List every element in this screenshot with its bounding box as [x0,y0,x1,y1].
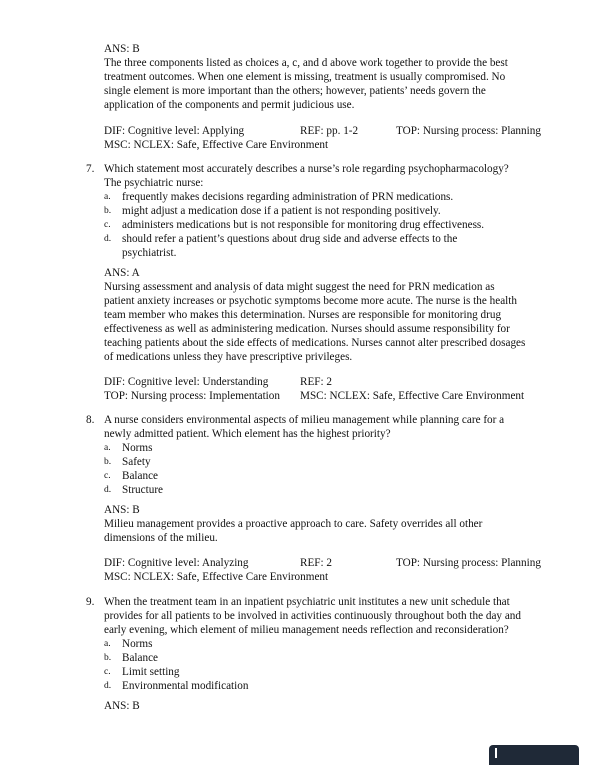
question-metadata [104,556,564,584]
option-text: Environmental modification [122,680,249,692]
option-d [104,232,564,246]
option-text: Balance [122,470,159,482]
question-body [104,595,564,693]
rationale-line: dimensions of the milieu. [104,532,218,544]
option-text: should refer a patient’s questions about drug side and adverse effects to the [122,233,458,245]
option-letter: c. [104,471,111,481]
option-letter: b. [104,206,112,216]
option-a [104,190,564,204]
option-letter: a. [104,192,111,202]
question-stem-line: provides for all patients to be involved in activities continuously throughout both the day and [104,610,521,622]
question-metadata [104,375,564,403]
option-b [104,204,564,218]
rationale [104,56,556,112]
reference-label: REF: pp. 1-2 [300,125,359,137]
option-text-continued: psychiatrist. [122,247,177,259]
option-letter: d. [104,234,112,244]
rationale-line: patient anxiety increases or psychotic symptoms become more acute. The nurse is the health [104,295,517,307]
topic-label: TOP: Nursing process: Implementation [104,390,280,402]
rationale-line: teaching patients about the side effects of medications. Nurses cannot alter prescribed dosages [104,337,526,349]
rationale-line: treatment outcomes. When one element is missing, treatment is usually compromised. No [104,71,506,83]
option-text: Safety [122,456,151,468]
rationale-line: Milieu management provides a proactive approach to care. Safety overrides all other [104,518,483,530]
option-text: Norms [122,638,153,650]
answer-key: ANS: B [104,43,140,55]
option-text: frequently makes decisions regarding administration of PRN medications. [122,191,454,203]
option-letter: b. [104,653,112,663]
rationale-line: application of the components and permit judicious use. [104,99,355,111]
answer-key: ANS: B [104,700,140,712]
reference-label: REF: 2 [300,557,333,569]
answer-key: ANS: A [104,267,140,279]
question-stem-line: The psychiatric nurse: [104,177,204,189]
option-text: administers medications but is not responsible for monitoring drug effectiveness. [122,219,485,231]
option-d [104,679,564,693]
question-stem-line: Which statement most accurately describes a nurse’s role regarding psychopharmacology? [104,163,509,175]
question-number: 7. [86,163,95,175]
option-letter: d. [104,681,112,691]
option-c [104,469,564,483]
option-b [104,455,564,469]
option-d [104,483,564,497]
rationale-line: Nursing assessment and analysis of data might suggest the need for PRN medication as [104,281,495,293]
option-text: might adjust a medication dose if a patient is not responding positively. [122,205,441,217]
option-letter: a. [104,443,111,453]
rationale-line: effectiveness as well as administering medication. Nurses should assume responsibility for [104,323,510,335]
topic-label: TOP: Nursing process: Planning [396,125,541,137]
difficulty-label: DIF: Cognitive level: Applying [104,125,245,137]
watermark-badge [489,745,579,765]
question-metadata [104,124,564,152]
question-stem-line: When the treatment team in an inpatient psychiatric unit institutes a new unit schedule that [104,596,510,608]
question-stem-line: A nurse considers environmental aspects of milieu management while planning care for a [104,414,505,426]
rationale-line: single element is more important than the others; however, patients’ needs govern the [104,85,486,97]
rationale-line: of medications unless they have prescriptive privileges. [104,351,353,363]
option-letter: c. [104,220,111,230]
question-stem-line: early evening, which element of milieu management needs reflection and reconsideration? [104,624,509,636]
question-number: 9. [86,596,95,608]
reference-label: REF: 2 [300,376,333,388]
option-text: Structure [122,484,164,496]
rationale [104,517,556,545]
question-number: 8. [86,414,95,426]
option-text: Limit setting [122,666,180,678]
rationale-line: The three components listed as choices a, c, and d above work together to provide the best [104,57,508,69]
answer-key: ANS: B [104,504,140,516]
option-letter: a. [104,639,111,649]
option-letter: b. [104,457,112,467]
option-a [104,637,564,651]
msc-label: MSC: NCLEX: Safe, Effective Care Environment [104,139,329,151]
msc-label: MSC: NCLEX: Safe, Effective Care Environment [300,390,525,402]
option-c [104,218,564,232]
rationale-line: team member who makes this determination. Nurses are responsible for monitoring drug [104,309,502,321]
rationale [104,280,556,364]
option-letter: c. [104,667,111,677]
difficulty-label: DIF: Cognitive level: Understanding [104,376,269,388]
topic-label: TOP: Nursing process: Planning [396,557,541,569]
difficulty-label: DIF: Cognitive level: Analyzing [104,557,249,569]
option-text: Balance [122,652,159,664]
option-letter: d. [104,485,112,495]
msc-label: MSC: NCLEX: Safe, Effective Care Environment [104,571,329,583]
question-body [104,162,564,260]
question-stem-line: newly admitted patient. Which element has the highest priority? [104,428,391,440]
option-c [104,665,564,679]
question-body [104,413,564,497]
option-a [104,441,564,455]
option-b [104,651,564,665]
option-text: Norms [122,442,153,454]
